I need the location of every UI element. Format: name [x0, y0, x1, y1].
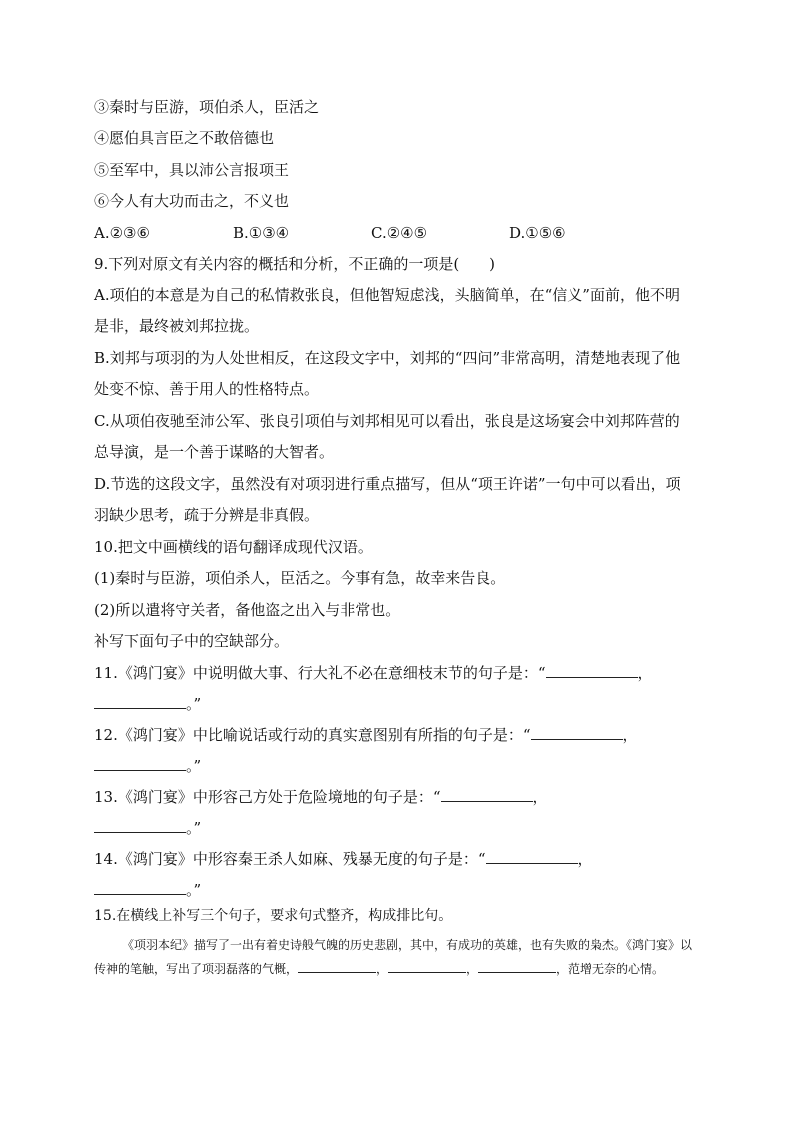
q12-line-2	[94, 755, 201, 776]
q11-blank-2[interactable]	[94, 693, 186, 709]
item-4: ④愿伯具言臣之不敢倍德也	[94, 129, 275, 147]
q12-prompt: 12.《鸿门宴》中比喻说话或行动的真实意图别有所指的句子是：“	[94, 726, 531, 744]
q15-separator-2: ，	[466, 962, 479, 976]
fill-section-heading: 补写下面句子中的空缺部分。	[94, 632, 290, 650]
q15-blank-1[interactable]	[298, 957, 376, 973]
q10-sentence-2: (2)所以遣将守关者，备他盗之出入与非常也。	[94, 601, 401, 619]
q9-stem: 9.下列对原文有关内容的概括和分析，不正确的一项是( )	[94, 255, 496, 273]
q8-option-d: D.①⑤⑥	[509, 224, 566, 242]
q10-sentence-1: (1)秦时与臣游，项伯杀人，臣活之。今事有急，故幸来告良。	[94, 569, 506, 587]
q13-close: 。”	[186, 819, 202, 837]
q12-close: 。”	[186, 757, 202, 775]
q15-stem: 15.在横线上补写三个句子，要求句式整齐，构成排比句。	[94, 908, 453, 924]
q14-close: 。”	[186, 881, 202, 899]
q13-blank-2[interactable]	[94, 817, 186, 833]
q11-prompt: 11.《鸿门宴》中说明做大事、行大礼不必在意细枝末节的句子是：“	[94, 664, 546, 682]
q13-blank-1[interactable]	[441, 786, 533, 802]
q10-stem: 10.把文中画横线的语句翻译成现代汉语。	[94, 538, 373, 556]
item-3: ③秦时与臣游，项伯杀人，臣活之	[94, 98, 320, 116]
q8-option-b: B.①③④	[233, 224, 290, 242]
q15-blank-2[interactable]	[388, 957, 466, 973]
q14-blank-2[interactable]	[94, 879, 186, 895]
q15-separator-1: ，	[376, 962, 389, 976]
item-6: ⑥今人有大功而击之，不义也	[94, 192, 290, 210]
q8-option-a: A.②③⑥	[94, 224, 150, 242]
q8-option-c: C.②④⑤	[371, 224, 428, 242]
q15-text-1: 《项羽本纪》描写了一出有着史诗般气魄的历史悲剧，其中，有成功的英雄，也有失败的枭杰。《鸿门宴》以传神的笔触，写出了项羽磊落的气概，	[94, 938, 693, 976]
q11-separator: ，	[637, 664, 653, 682]
q12-blank-2[interactable]	[94, 755, 186, 771]
q11-close: 。”	[186, 695, 202, 713]
q11-line-2	[94, 693, 201, 714]
q14-prompt: 14.《鸿门宴》中形容秦王杀人如麻、残暴无度的句子是：“	[94, 850, 486, 868]
q15-passage	[94, 933, 694, 981]
q15-text-2: ，范增无奈的心情。	[556, 962, 665, 976]
q9-option-d: D.节选的这段文字，虽然没有对项羽进行重点描写，但从“项王许诺”一句中可以看出，项羽缺少思考，疏于分辨是非真假。	[94, 475, 681, 524]
q12-blank-1[interactable]	[531, 724, 623, 740]
q14-separator: ，	[577, 850, 593, 868]
q12-line-1	[94, 724, 638, 745]
q13-line-1	[94, 786, 548, 807]
q11-line-1	[94, 662, 653, 683]
q14-line-2	[94, 879, 201, 900]
q12-separator: ，	[622, 726, 638, 744]
q13-prompt: 13.《鸿门宴》中形容己方处于危险境地的句子是：“	[94, 788, 441, 806]
q13-line-2	[94, 817, 201, 838]
q9-option-a: A.项伯的本意是为自己的私情救张良，但他智短虑浅，头脑简单，在“信义”面前，他不明是非，最终被刘邦拉拢。	[94, 286, 680, 335]
q9-option-b: B.刘邦与项羽的为人处世相反，在这段文字中，刘邦的“四问”非常高明，清楚地表现了他处变不惊、善于用人的性格特点。	[94, 349, 681, 398]
q11-blank-1[interactable]	[546, 662, 638, 678]
q15-blank-3[interactable]	[478, 957, 556, 973]
q13-separator: ，	[532, 788, 548, 806]
q14-line-1	[94, 848, 593, 869]
q9-option-c: C.从项伯夜驰至沛公军、张良引项伯与刘邦相见可以看出，张良是这场宴会中刘邦阵营的总导演，是一个善于谋略的大智者。	[94, 412, 680, 461]
item-5: ⑤至军中，具以沛公言报项王	[94, 161, 290, 179]
q14-blank-1[interactable]	[486, 848, 578, 864]
